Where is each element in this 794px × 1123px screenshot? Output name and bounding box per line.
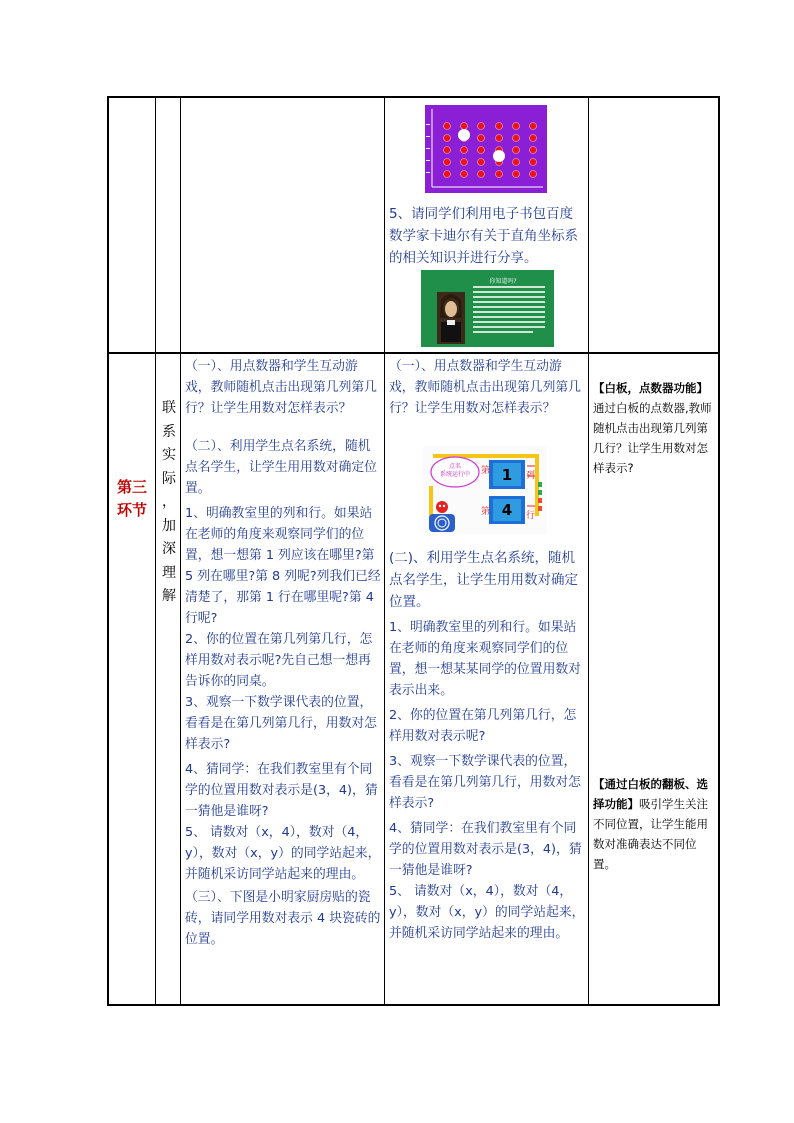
design-notes-column-2: [593, 774, 715, 874]
activity-p3: 1、明确教室里的列和行。如果站在老师的角度来观察同学们的位置，想一想第 1 列应该在哪里?第 5 列在哪里?第 8 列呢?列我们已经清楚了，那第 1 行在哪里呢?第 4 行呢?: [185, 506, 381, 626]
student-p2: (二)、利用学生点名系统，随机点名学生，让学生用用数对确定位置。: [389, 550, 578, 610]
note2-title: 【通过白板的翻板、选择功能】: [593, 777, 708, 811]
stage-title-char: 际: [162, 470, 176, 487]
stage-title-char: 实: [162, 447, 176, 463]
note2-body: 吸引学生关注不同位置，让学生能用数对准确表达不同位置。: [593, 797, 708, 871]
descartes-slide: [421, 270, 554, 347]
stage-title-char: 解: [162, 588, 176, 604]
student-p6: 4、猜同学：在我们教室里有个同学的位置用数对表示是(3，4)，猜一猜他是谁呀?: [389, 821, 582, 878]
student-p5: 3、观察一下数学课代表的位置，看看是在第几列第几行，用数对怎样表示?: [389, 754, 581, 811]
activity-p5: 3、观察一下数学课代表的位置，看看是在第几列第几行，用数对怎样表示?: [185, 695, 377, 752]
activity-p4: 2、你的位置在第几列第几行，怎样用数对表示呢?先自己想一想再告诉你的同桌。: [185, 632, 373, 689]
col-divider: [155, 97, 156, 1005]
student-p1: （一）、用点数器和学生互动游戏，教师随机点击出现第几列第几行？让学生用数对怎样表示？: [389, 359, 581, 416]
descartes-slide-title: 你知道吗?: [489, 278, 517, 285]
activity-p7: 5、 请数对（x，4），数对（4，y），数对（x，y）的同学站起来，并随机采访同学站起来的理由。: [185, 825, 381, 882]
col-divider: [588, 97, 589, 1005]
stage-title-char: ，: [162, 494, 176, 510]
student-p4: 2、你的位置在第几列第几行，怎样用数对表示呢?: [389, 708, 577, 744]
col-divider: [180, 97, 181, 1005]
rollcall-bubble-text: 点名 系统运行中: [439, 463, 470, 478]
student-activity-column-2: [389, 547, 585, 944]
stage-title-char: 深: [162, 541, 176, 557]
stage-label: [110, 476, 154, 522]
student-p3: 1、明确教室里的列和行。如果站在老师的角度来观察同学们的位置，想一想某某同学的位置用数对表示出来。: [389, 620, 581, 698]
stage-label-line1: 第三: [116, 478, 147, 496]
descartes-portrait: [421, 270, 554, 347]
dot-grid-image: [425, 105, 547, 193]
activity-p8: （三）、下图是小明家厨房贴的瓷砖，请同学用数对表示 4 块瓷砖的位置。: [185, 890, 381, 947]
col-label-b: 列: [526, 471, 536, 481]
stage-title-char: 加: [162, 517, 176, 534]
stage-title-char: 系: [162, 423, 176, 440]
activity-p1: （一）、用点数器和学生互动游戏，教师随机点击出现第几列第几行？让学生用数对怎样表示？: [185, 359, 377, 416]
col-divider: [384, 97, 385, 1005]
note2: [593, 774, 715, 874]
stage-title-char: 理: [162, 564, 176, 581]
dot-grid-figure: [425, 105, 547, 193]
stage-label-line2: 环节: [116, 501, 147, 519]
student-p7: 5、 请数对（x，4），数对（4，y），数对（x，y）的同学站起来，并随机采访同学站起来的理由。: [389, 884, 585, 941]
row-divider: [107, 352, 720, 354]
activity-p6: 4、猜同学：在我们教室里有个同学的位置用数对表示是(3，4)，猜一猜他是谁呀?: [185, 762, 378, 819]
activity-p2: （二）、利用学生点名系统，随机点名学生，让学生用用数对确定位置。: [185, 439, 377, 496]
top-col4-text: [389, 203, 585, 269]
note1-body: 通过白板的点数器,教师随机点击出现第几列第几行？让学生用数对怎样表示?: [593, 401, 712, 475]
descartes-share-text: 5、请同学们利用电子书包百度数学家卡迪尔有关于直角坐标系的相关知识并进行分享。: [389, 206, 578, 266]
col-label-a: 第: [481, 466, 491, 476]
stage-title-char: 联: [162, 400, 176, 416]
rollcall-col-number: 1: [501, 466, 513, 484]
stage-title-vertical: [159, 397, 179, 609]
rollcall-row-number: 4: [501, 501, 513, 519]
rollcall-image: [423, 446, 547, 534]
note1-title: 【白板，点数器功能】: [593, 381, 708, 395]
row-label-b: 行: [526, 511, 536, 521]
design-notes-column: [593, 378, 715, 478]
teacher-activity-column: [185, 356, 381, 950]
student-activity-column: [389, 356, 585, 419]
row-label-a: 第: [481, 507, 491, 517]
